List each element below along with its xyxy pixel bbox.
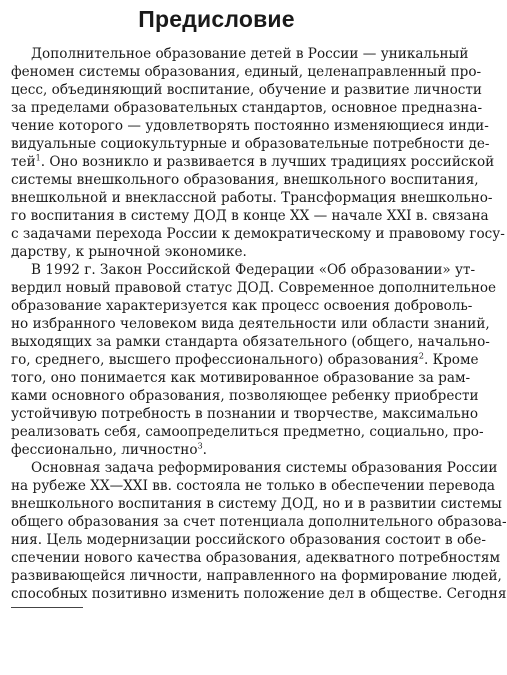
footnote-ref-1[interactable]: 1 bbox=[35, 153, 41, 163]
text-line: на рубеже XX—XXI вв. состояла не только в обеспечении перевода bbox=[11, 478, 495, 494]
text-line: внешкольного воспитания в систему ДОД, но и в развитии системы bbox=[11, 496, 502, 512]
text-line: дарству, к рыночной экономике. bbox=[11, 244, 247, 260]
footnote-ref-2[interactable]: 2 bbox=[418, 351, 424, 361]
text-line: выходящих за рамки стандарта обязательного (общего, начально- bbox=[11, 334, 490, 350]
text-line: цесс, объединяющий воспитание, обучение и развитие личности bbox=[11, 82, 482, 98]
footnote-divider bbox=[11, 607, 83, 608]
text-line: вердил новый правовой статус ДОД. Современное дополнительное bbox=[11, 280, 497, 296]
text-line: В 1992 г. Закон Российской Федерации «Об образовании» ут- bbox=[31, 262, 476, 278]
text-line: системы внешкольного образования, внешкольного воспитания, bbox=[11, 172, 479, 188]
text-line: спечении нового качества образования, адекватного потребностям bbox=[11, 550, 501, 566]
text-line: Основная задача реформирования системы образования России bbox=[31, 460, 498, 476]
text-line: чение которого — удовлетворять постоянно изменяющиеся инди- bbox=[11, 118, 489, 134]
text-line: за пределами образовательных стандартов, основное предназна- bbox=[11, 100, 483, 116]
text-line bbox=[11, 153, 495, 171]
text-line: Дополнительное образование детей в России — уникальный bbox=[31, 46, 469, 62]
text-line: ния. Цель модернизации российского образования состоит в обе- bbox=[11, 532, 486, 548]
text-line bbox=[11, 441, 420, 459]
text-line: реализовать себя, самоопределиться предметно, социально, про- bbox=[11, 424, 484, 440]
text-line: устойчивую потребность в познании и творчестве, максимально bbox=[11, 406, 479, 422]
text-segment: го, среднего, высшего профессионального) образования bbox=[11, 352, 419, 368]
text-segment: . bbox=[202, 442, 207, 458]
text-line: внешкольной и внеклассной работы. Трансформация внешкольно- bbox=[11, 190, 493, 206]
text-line: но избранного человеком вида деятельности или области знаний, bbox=[11, 316, 490, 332]
text-segment: . Кроме bbox=[423, 352, 479, 368]
text-line: развивающейся личности, направленного на формирование людей, bbox=[11, 568, 502, 584]
text-segment: фессионально, личностно bbox=[11, 442, 198, 458]
text-line: того, оно понимается как мотивированное образование за рам- bbox=[11, 370, 471, 386]
text-line: видуальные социокультурные и образовательные потребности де- bbox=[11, 136, 490, 152]
text-line: способных позитивно изменить положение дел в обществе. Сегодня bbox=[11, 586, 507, 602]
text-line: феномен системы образования, единый, целенаправленный про- bbox=[11, 64, 482, 80]
text-line: с задачами перехода России к демократическому и правовому госу- bbox=[11, 226, 505, 242]
page-title: Предисловие bbox=[138, 6, 295, 32]
text-line: образование характеризуется как процесс освоения доброволь- bbox=[11, 298, 473, 314]
text-segment: тей bbox=[11, 154, 36, 170]
text-line: ками основного образования, позволяющее ребенку приобрести bbox=[11, 388, 479, 404]
text-line: го воспитания в систему ДОД в конце XX — начале XXI в. связана bbox=[11, 208, 489, 224]
text-line: общего образования за счет потенциала дополнительного образова- bbox=[11, 514, 507, 530]
text-line bbox=[11, 351, 479, 369]
footnote-ref-3[interactable]: 3 bbox=[197, 441, 203, 451]
text-segment: . Оно возникло и развивается в лучших традициях российской bbox=[40, 154, 495, 170]
